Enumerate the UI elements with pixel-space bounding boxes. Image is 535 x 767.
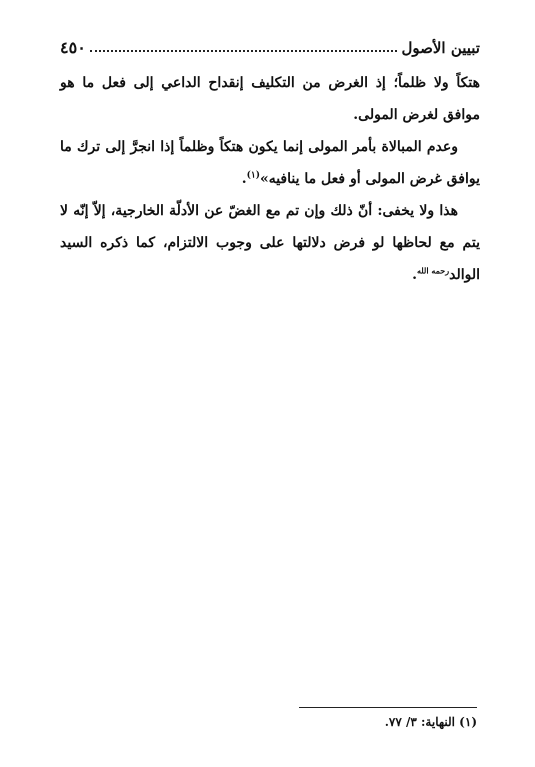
footnote-ref-1[interactable]: (١) [246,170,260,181]
page-number: ٤٥٠ [60,38,86,57]
paragraph-1: هتكاً ولا ظلماً؛ إذ الغرض من التكليف إنقداح الداعي إلى فعل ما هو موافق لغرض المولى. [60,75,480,123]
paragraph-2-text: وعدم المبالاة بأمر المولى إنما يكون هتكاً وظلماً إذا انجرَّ إلى ترك ما يوافق غرض المولى أو فعل ما ينافيه» [60,139,480,187]
paragraph-3-text: هذا ولا يخفى: أنّ ذلك وإن تم مع الغضّ عن الأدلّة الخارجية، إلاّ إنّه لا يتم مع لحاظها لو فرض دلالتها على وجوب الالتزام، كما ذكره السيد الوالد [60,203,480,283]
body-text [60,67,480,291]
paragraph-2 [60,131,480,195]
footnote-1: (١) النهاية: ٣/ ٧٧. [384,715,477,729]
dotted-leader [90,50,398,52]
running-header [60,33,480,57]
footnote-separator [299,707,477,708]
paragraph-3-end: . [412,267,417,283]
honorific-glyph: رحمه الله [416,265,450,276]
paragraph-3 [60,195,480,291]
paragraph-2-end: . [241,171,247,187]
book-title: تبيين الأصول [401,39,480,57]
